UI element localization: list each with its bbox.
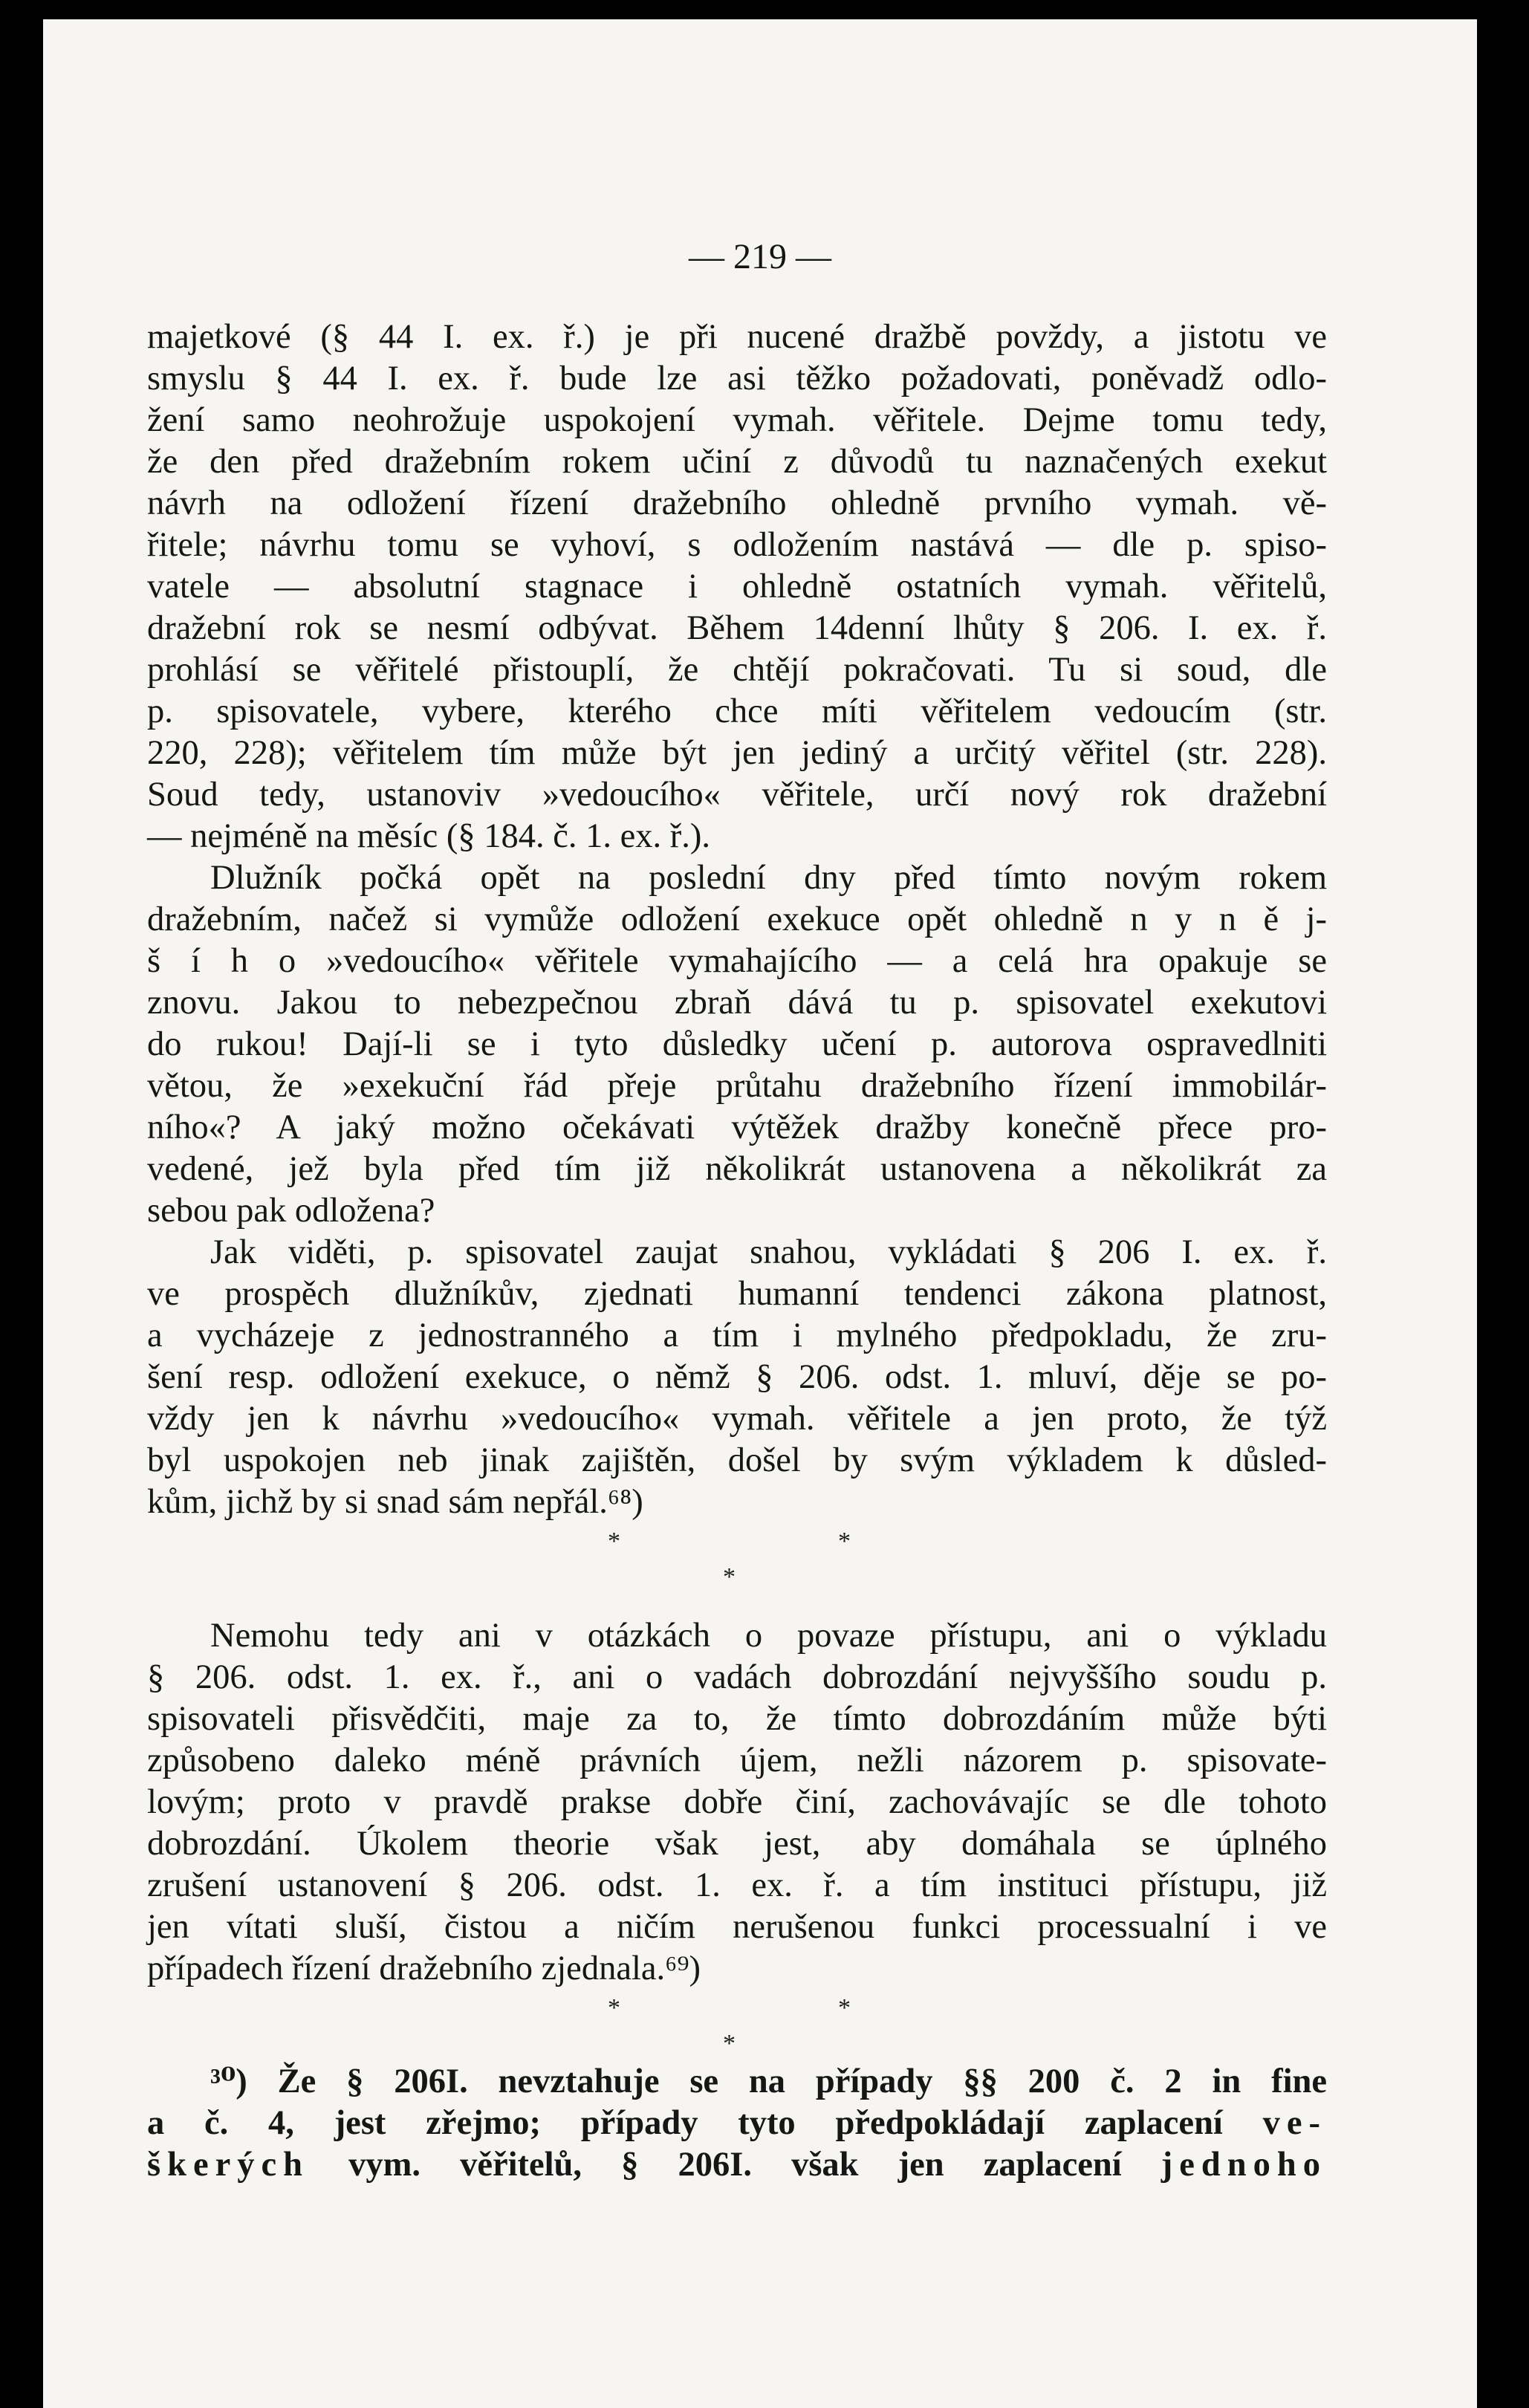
text-line: § 206. odst. 1. ex. ř., ani o vadách dobrozdání nejvyššího soudu p. bbox=[147, 1658, 1327, 1696]
text-line: vedené, jež byla před tím již několikrát ustanovena a několikrát za bbox=[147, 1150, 1327, 1188]
text-line: smyslu § 44 I. ex. ř. bude lze asi těžko požadovati, poněvadž odlo- bbox=[147, 360, 1327, 397]
footnote-line bbox=[147, 2144, 1327, 2186]
paragraph-4 bbox=[147, 1615, 1327, 1990]
section-separator bbox=[147, 1523, 1327, 1559]
footnote bbox=[147, 2061, 1327, 2186]
paragraph-2 bbox=[147, 857, 1327, 1232]
text-line: kům, jichž by si snad sám nepřál.⁶⁸) bbox=[147, 1483, 643, 1521]
paragraph-3 bbox=[147, 1232, 1327, 1523]
text-line: š í h o »vedoucího« věřitele vymahajícího — a celá hra opakuje se bbox=[147, 942, 1327, 980]
book-page bbox=[43, 19, 1477, 2408]
spaced-word: ve- bbox=[1262, 2104, 1328, 2142]
text-line: že den před dražebním rokem učiní z důvodů tu naznačených exekut bbox=[147, 443, 1327, 481]
text-line: znovu. Jakou to nebezpečnou zbraň dává tu p. spisovatel exekutovi bbox=[147, 984, 1327, 1022]
asterisk: * bbox=[608, 1528, 620, 1555]
text-line: — nejméně na měsíc (§ 184. č. 1. ex. ř.). bbox=[147, 817, 710, 855]
spaced-word: škerých bbox=[147, 2146, 309, 2184]
text-line: a vycházeje z jednostranného a tím i mylného předpokladu, že zru- bbox=[147, 1317, 1327, 1354]
text-line: lovým; proto v pravdě prakse dobře činí, zachovávajíc se dle tohoto bbox=[147, 1783, 1327, 1821]
text-line: dobrozdání. Úkolem theorie však jest, aby domáhala se úplného bbox=[147, 1825, 1327, 1863]
text-line: šení resp. odložení exekuce, o němž § 206. odst. 1. mluví, děje se po- bbox=[147, 1358, 1327, 1396]
footnote-text: vym. věřitelů, § 206I. však jen zaplacení bbox=[348, 2146, 1122, 2184]
asterisk: * bbox=[838, 1528, 851, 1555]
section-separator bbox=[147, 1559, 1327, 1594]
body-text bbox=[147, 317, 1327, 2186]
page-number: — 219 — bbox=[689, 237, 831, 276]
text-line: jen vítati sluší, čistou a ničím nerušenou funkci processualní i ve bbox=[147, 1908, 1327, 1946]
text-line: majetkové (§ 44 I. ex. ř.) je při nucené dražbě povždy, a jistotu ve bbox=[147, 318, 1327, 356]
text-line: Nemohu tedy ani v otázkách o povaze přístupu, ani o výkladu bbox=[210, 1617, 1327, 1655]
asterisk: * bbox=[838, 1994, 851, 2022]
asterisk: * bbox=[723, 2030, 736, 2057]
footnote-line: ³⁰) Že § 206I. nevztahuje se na případy §§ 200 č. 2 in fine bbox=[210, 2063, 1327, 2100]
text-line: vatele — absolutní stagnace i ohledně ostatních vymah. věřitelů, bbox=[147, 568, 1327, 606]
text-line: prohlásí se věřitelé přistouplí, že chtějí pokračovati. Tu si soud, dle bbox=[147, 651, 1327, 689]
text-line: návrh na odložení řízení dražebního ohledně prvního vymah. vě- bbox=[147, 484, 1327, 522]
text-line: zrušení ustanovení § 206. odst. 1. ex. ř. a tím instituci přístupu, již bbox=[147, 1866, 1327, 1904]
text-line: 220, 228); věřitelem tím může být jen jediný a určitý věřitel (str. 228). bbox=[147, 734, 1327, 772]
section-separator bbox=[147, 1990, 1327, 2025]
text-line: řitele; návrhu tomu se vyhoví, s odložením nastává — dle p. spiso- bbox=[147, 526, 1327, 564]
text-line: spisovateli přisvědčiti, maje za to, že tímto dobrozdáním může býti bbox=[147, 1700, 1327, 1738]
text-line: větou, že »exekuční řád přeje průtahu dražebního řízení immobilár- bbox=[147, 1067, 1327, 1105]
text-line: vždy jen k návrhu »vedoucího« vymah. věřitele a jen proto, že týž bbox=[147, 1400, 1327, 1438]
text-line: případech řízení dražebního zjednala.⁶⁹) bbox=[147, 1950, 701, 1987]
asterisk: * bbox=[608, 1994, 620, 2022]
text-line: ve prospěch dlužníkův, zjednati humanní tendenci zákona platnost, bbox=[147, 1275, 1327, 1313]
text-line: sebou pak odložena? bbox=[147, 1192, 435, 1230]
text-line: do rukou! Dají-li se i tyto důsledky učení p. autorova ospravedlniti bbox=[147, 1025, 1327, 1063]
text-line: Soud tedy, ustanoviv »vedoucího« věřitele, určí nový rok dražební bbox=[147, 776, 1327, 814]
text-line: Dlužník počká opět na poslední dny před tímto novým rokem bbox=[210, 859, 1327, 897]
text-line: p. spisovatele, vybere, kterého chce míti věřitelem vedoucím (str. bbox=[147, 692, 1327, 730]
asterisk: * bbox=[723, 1563, 736, 1591]
text-line: dražební rok se nesmí odbývat. Během 14denní lhůty § 206. I. ex. ř. bbox=[147, 609, 1327, 647]
footnote-text: a č. 4, jest zřejmo; případy tyto předpokládají zaplacení bbox=[147, 2104, 1223, 2142]
section-separator bbox=[147, 2025, 1327, 2061]
spaced-word: jednoho bbox=[1160, 2146, 1328, 2184]
text-line: ního«? A jaký možno očekávati výtěžek dražby konečně přece pro- bbox=[147, 1109, 1327, 1146]
text-line: žení samo neohrožuje uspokojení vymah. věřitele. Dejme tomu tedy, bbox=[147, 401, 1327, 439]
text-line: způsobeno daleko méně právních újem, nežli názorem p. spisovate- bbox=[147, 1742, 1327, 1779]
text-line: byl uspokojen neb jinak zajištěn, došel by svým výkladem k důsled- bbox=[147, 1441, 1327, 1479]
paragraph-1 bbox=[147, 317, 1327, 857]
text-line: Jak viděti, p. spisovatel zaujat snahou, vykládati § 206 I. ex. ř. bbox=[210, 1233, 1327, 1271]
text-line: dražebním, načež si vymůže odložení exekuce opět ohledně n y n ě j- bbox=[147, 900, 1327, 938]
footnote-line bbox=[147, 2103, 1327, 2144]
